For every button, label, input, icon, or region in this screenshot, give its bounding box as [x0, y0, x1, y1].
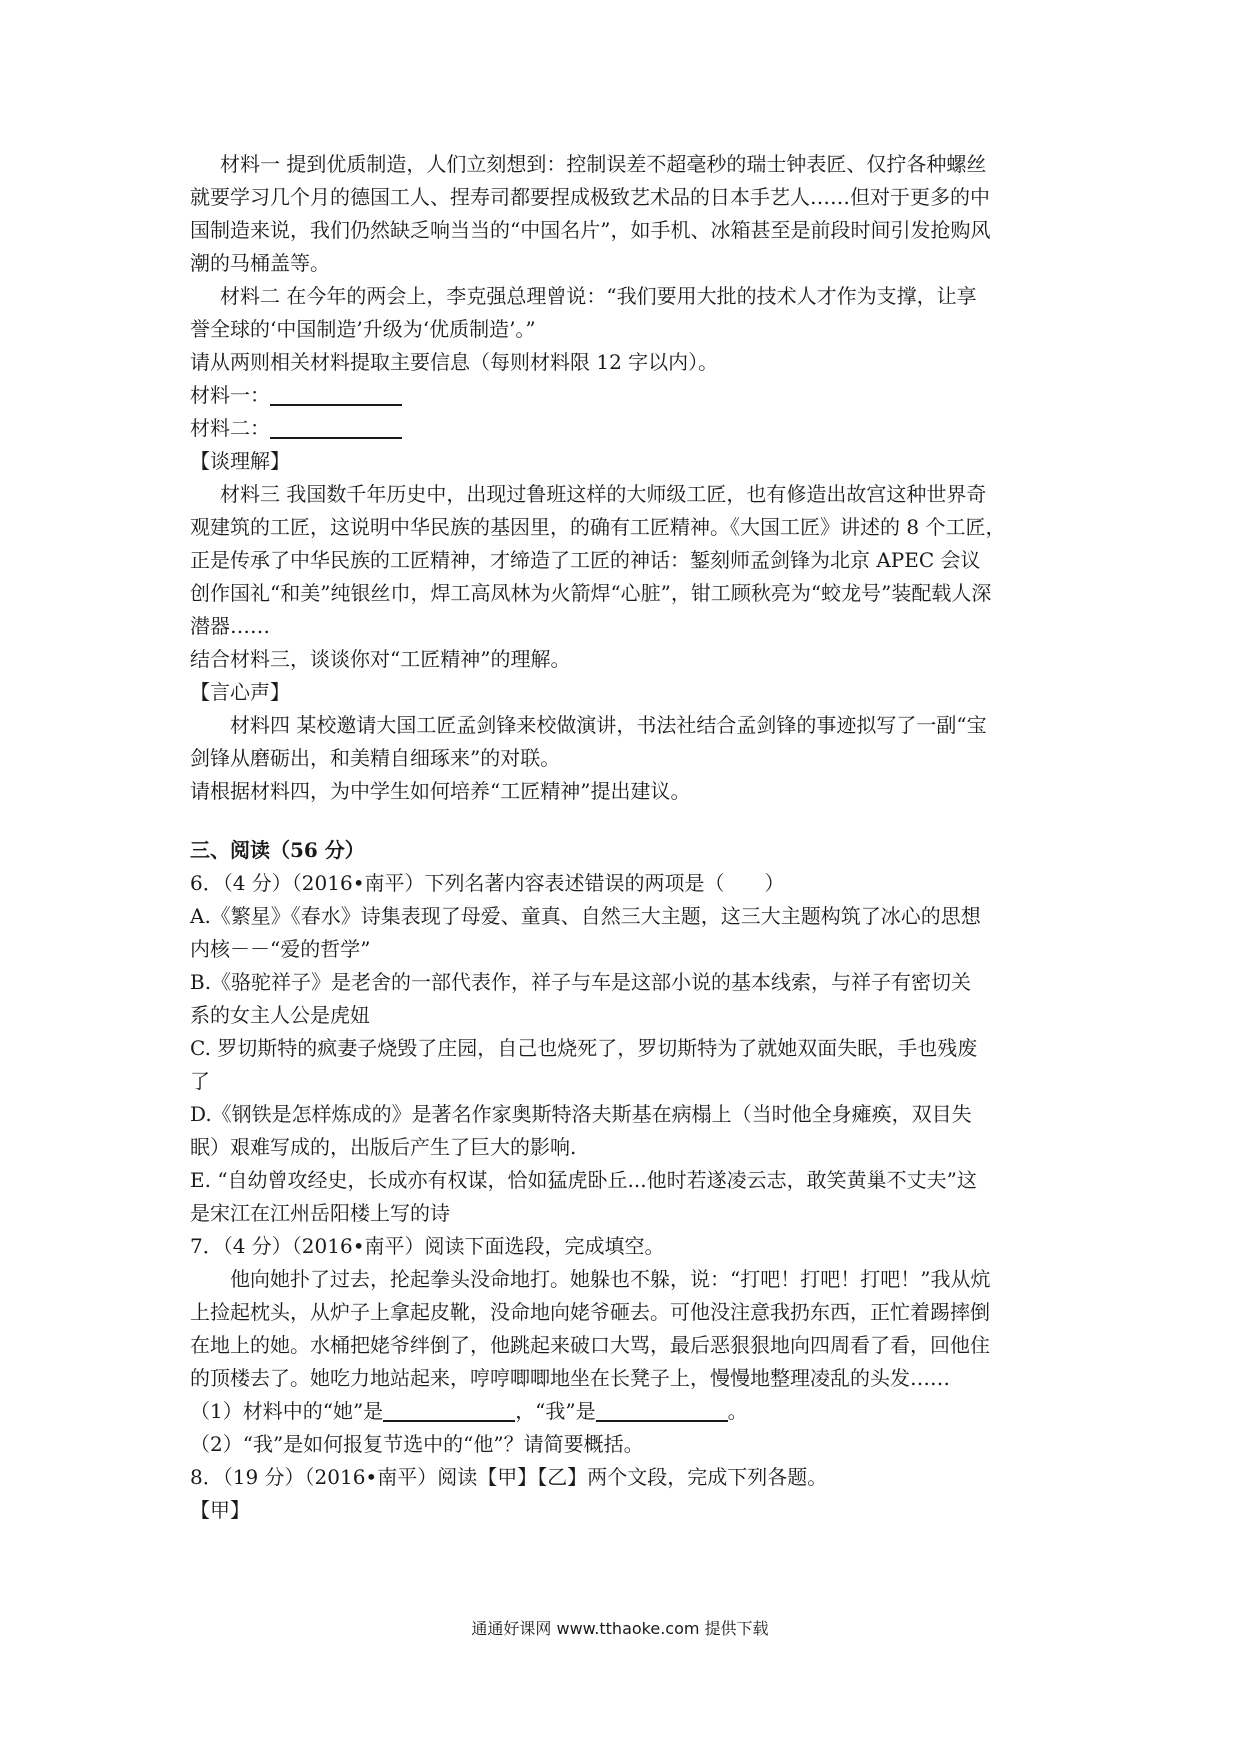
q6-option-b-line-2: 系的女主人公是虎妞: [190, 1003, 370, 1027]
material-3-line-1: 材料三 我国数千年历史中，出现过鲁班这样的大师级工匠，也有修造出故宫这种世界奇: [220, 482, 987, 506]
material-3-line-4: 创作国礼“和美”纯银丝巾，焊工高凤林为火箭焊“心脏”，钳工顾秋亮为“蛟龙号”装配载人深: [190, 581, 992, 605]
material-3-line-5: 潜器……: [190, 614, 270, 638]
q6-option-a-line-1: A.《繁星》《春水》诗集表现了母爱、童真、自然三大主题，这三大主题构筑了冰心的思想: [190, 904, 981, 928]
q6-option-e-line-2: 是宋江在江州岳阳楼上写的诗: [190, 1201, 450, 1225]
material-3-line-3: 正是传承了中华民族的工匠精神，才缔造了工匠的神话：錾刻师孟剑锋为北京 APEC 会议: [190, 548, 981, 572]
q7-subquestion-1: [190, 1395, 1070, 1428]
answer-label-2: 材料二：: [190, 416, 270, 440]
material-4-line-1: 材料四 某校邀请大国工匠孟剑锋来校做演讲，书法社结合孟剑锋的事迹拟写了一副“宝: [230, 713, 987, 737]
q7-passage-line-4: 的顶楼去了。她吃力地站起来，哼哼唧唧地坐在长凳子上，慢慢地整理凌乱的头发……: [190, 1366, 950, 1390]
question-7: 7．（4 分）（2016•南平）阅读下面选段，完成填空。: [190, 1234, 665, 1258]
q6-option-b-line-1: B.《骆驼祥子》是老舍的一部代表作，祥子与车是这部小说的基本线索，与祥子有密切关: [190, 970, 972, 994]
answer-blank-2[interactable]: [270, 415, 402, 439]
answer-line-1: [190, 379, 1070, 412]
material-1-line-3: 国制造来说，我们仍然缺乏响当当的“中国名片”，如手机、冰箱甚至是前段时间引发抢购风: [190, 218, 991, 242]
q6-option-a-line-2: 内核－－“爱的哲学”: [190, 937, 371, 961]
passage-jia-header: 【甲】: [190, 1498, 250, 1522]
question-8: 8．（19 分）（2016•南平）阅读【甲】【乙】两个文段，完成下列各题。: [190, 1465, 828, 1489]
q6-option-d-line-1: D.《钢铁是怎样炼成的》是著名作家奥斯特洛夫斯基在病榻上（当时他全身瘫痪，双目失: [190, 1102, 972, 1126]
section-header-understanding: 【谈理解】: [190, 449, 290, 473]
q7-blank-she[interactable]: [383, 1398, 515, 1422]
q6-option-c-line-1: C. 罗切斯特的疯妻子烧毁了庄园，自己也烧死了，罗切斯特为了就她双面失眠，手也残废: [190, 1036, 978, 1060]
q7-sub1-text-b: ，“我”是: [515, 1399, 596, 1423]
material-2-line-1: 材料二 在今年的两会上，李克强总理曾说：“我们要用大批的技术人才作为支撑，让享: [220, 284, 977, 308]
q6-option-e-line-1: E. “自幼曾攻经史，长成亦有权谋，恰如猛虎卧丘...他时若遂凌云志，敢笑黄巢不丈夫”这: [190, 1168, 977, 1192]
question-6: 6．（4 分）（2016•南平）下列名著内容表述错误的两项是（ ）: [190, 871, 785, 895]
q7-passage-line-3: 在地上的她。水桶把姥爷绊倒了，他跳起来破口大骂，最后恶狠狠地向四周看了看，回他住: [190, 1333, 990, 1357]
q7-sub1-text-c: 。: [727, 1399, 748, 1423]
q7-passage-line-2: 上捡起枕头，从炉子上拿起皮靴，没命地向姥爷砸去。可他没注意我扔东西，正忙着踢摔倒: [190, 1300, 990, 1324]
section-header-voice: 【言心声】: [190, 680, 290, 704]
answer-line-2: [190, 412, 1070, 445]
material-2-line-2: 誉全球的‘中国制造’升级为‘优质制造’。”: [190, 317, 536, 341]
material-4-line-2: 剑锋从磨砺出，和美精自细琢来”的对联。: [190, 746, 561, 770]
q7-passage-line-1: 他向她扑了过去，抡起拳头没命地打。她躲也不躲，说：“打吧！打吧！打吧！”我从炕: [230, 1267, 991, 1291]
material-1-line-1: 材料一 提到优质制造，人们立刻想到：控制误差不超毫秒的瑞士钟表匠、仅拧各种螺丝: [220, 152, 987, 176]
q6-option-c-line-2: 了: [190, 1069, 210, 1093]
q7-subquestion-2: （2）“我”是如何报复节选中的“他”？请简要概括。: [190, 1432, 644, 1456]
question-material-3: 结合材料三，谈谈你对“工匠精神”的理解。: [190, 647, 571, 671]
answer-label-1: 材料一：: [190, 383, 270, 407]
material-1-line-2: 就要学习几个月的德国工人、捏寿司都要捏成极致艺术品的日本手艺人……但对于更多的中: [190, 185, 990, 209]
page-footer: 通通好课网 www.tthaoke.com 提供下载: [471, 1619, 769, 1638]
q7-sub1-text-a: （1）材料中的“她”是: [190, 1399, 384, 1423]
material-3-line-2: 观建筑的工匠，这说明中华民族的基因里，的确有工匠精神。《大国工匠》讲述的 8 个工匠，: [190, 515, 1006, 539]
document-body: [190, 148, 1070, 1527]
answer-blank-1[interactable]: [270, 382, 402, 406]
q7-blank-me[interactable]: [596, 1398, 728, 1422]
question-extract: 请从两则相关材料提取主要信息（每则材料限 12 字以内）。: [190, 350, 719, 374]
material-1-line-4: 潮的马桶盖等。: [190, 251, 330, 275]
section-3-title: 三、阅读（56 分）: [190, 838, 365, 862]
question-material-4: 请根据材料四，为中学生如何培养“工匠精神”提出建议。: [190, 779, 691, 803]
q6-option-d-line-2: 眠）艰难写成的，出版后产生了巨大的影响.: [190, 1135, 577, 1159]
